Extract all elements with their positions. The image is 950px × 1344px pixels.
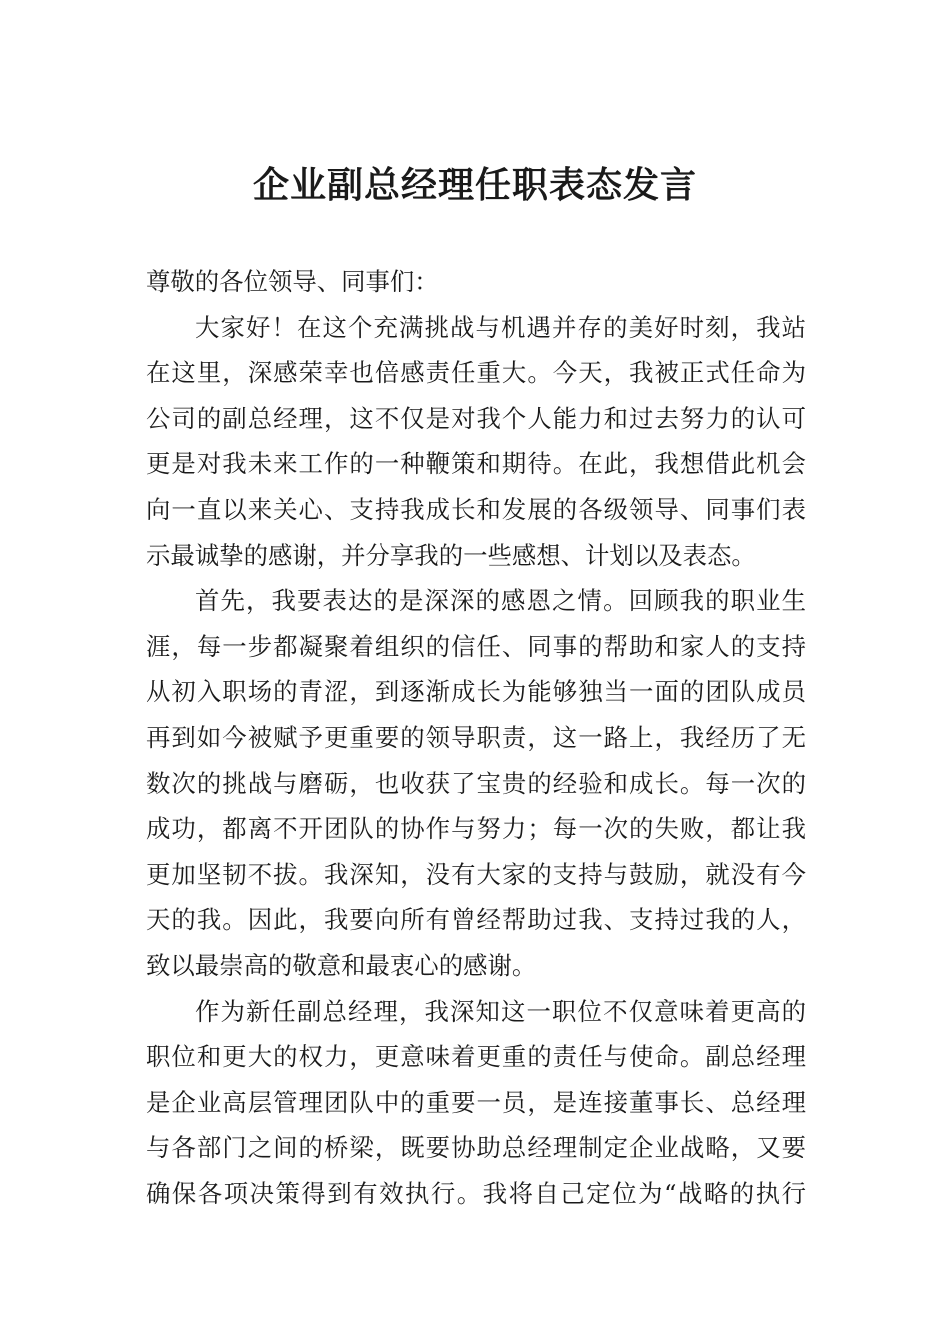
paragraph-3-line-4: 与各部门之间的桥梁，既要协助总经理制定企业战略，又要	[146, 1133, 806, 1163]
paragraph-2-line-5: 数次的挑战与磨砺，也收获了宝贵的经验和成长。每一次的	[146, 768, 806, 798]
paragraph-3-line-5: 确保各项决策得到有效执行。我将自己定位为“战略的执行	[146, 1178, 806, 1208]
salutation: 尊敬的各位领导、同事们：	[146, 267, 439, 296]
paragraph-1-line-3: 公司的副总经理，这不仅是对我个人能力和过去努力的认可	[146, 403, 806, 433]
paragraph-3-line-2: 职位和更大的权力，更意味着更重的责任与使命。副总经理	[146, 1042, 806, 1072]
paragraph-2-line-3: 从初入职场的青涩，到逐渐成长为能够独当一面的团队成员	[146, 677, 806, 707]
paragraph-3-line-3: 是企业高层管理团队中的重要一员，是连接董事长、总经理	[146, 1087, 806, 1117]
paragraph-1-line-6: 示最诚挚的感谢，并分享我的一些感想、计划以及表态。	[146, 540, 756, 570]
paragraph-2-line-2: 涯，每一步都凝聚着组织的信任、同事的帮助和家人的支持	[146, 631, 806, 661]
paragraph-1-line-1: 大家好！在这个充满挑战与机遇并存的美好时刻，我站	[195, 312, 806, 342]
paragraph-2-line-8: 天的我。因此，我要向所有曾经帮助过我、支持过我的人，	[146, 905, 806, 935]
paragraph-2-line-7: 更加坚韧不拔。我深知，没有大家的支持与鼓励，就没有今	[146, 859, 806, 889]
paragraph-2-line-1: 首先，我要表达的是深深的感恩之情。回顾我的职业生	[195, 586, 806, 616]
document-body	[146, 259, 806, 1216]
paragraph-2-line-9: 致以最崇高的敬意和最衷心的感谢。	[146, 950, 537, 980]
paragraph-1-line-5: 向一直以来关心、支持我成长和发展的各级领导、同事们表	[146, 494, 806, 524]
paragraph-2-line-6: 成功，都离不开团队的协作与努力；每一次的失败，都让我	[146, 814, 806, 844]
paragraph-2-line-4: 再到如今被赋予更重要的领导职责，这一路上，我经历了无	[146, 722, 806, 752]
paragraph-3-line-1: 作为新任副总经理，我深知这一职位不仅意味着更高的	[195, 996, 806, 1026]
document-title: 企业副总经理任职表态发言	[252, 164, 697, 206]
paragraph-1-line-2: 在这里，深感荣幸也倍感责任重大。今天，我被正式任命为	[146, 358, 806, 388]
paragraph-1-line-4: 更是对我未来工作的一种鞭策和期待。在此，我想借此机会	[146, 449, 806, 479]
